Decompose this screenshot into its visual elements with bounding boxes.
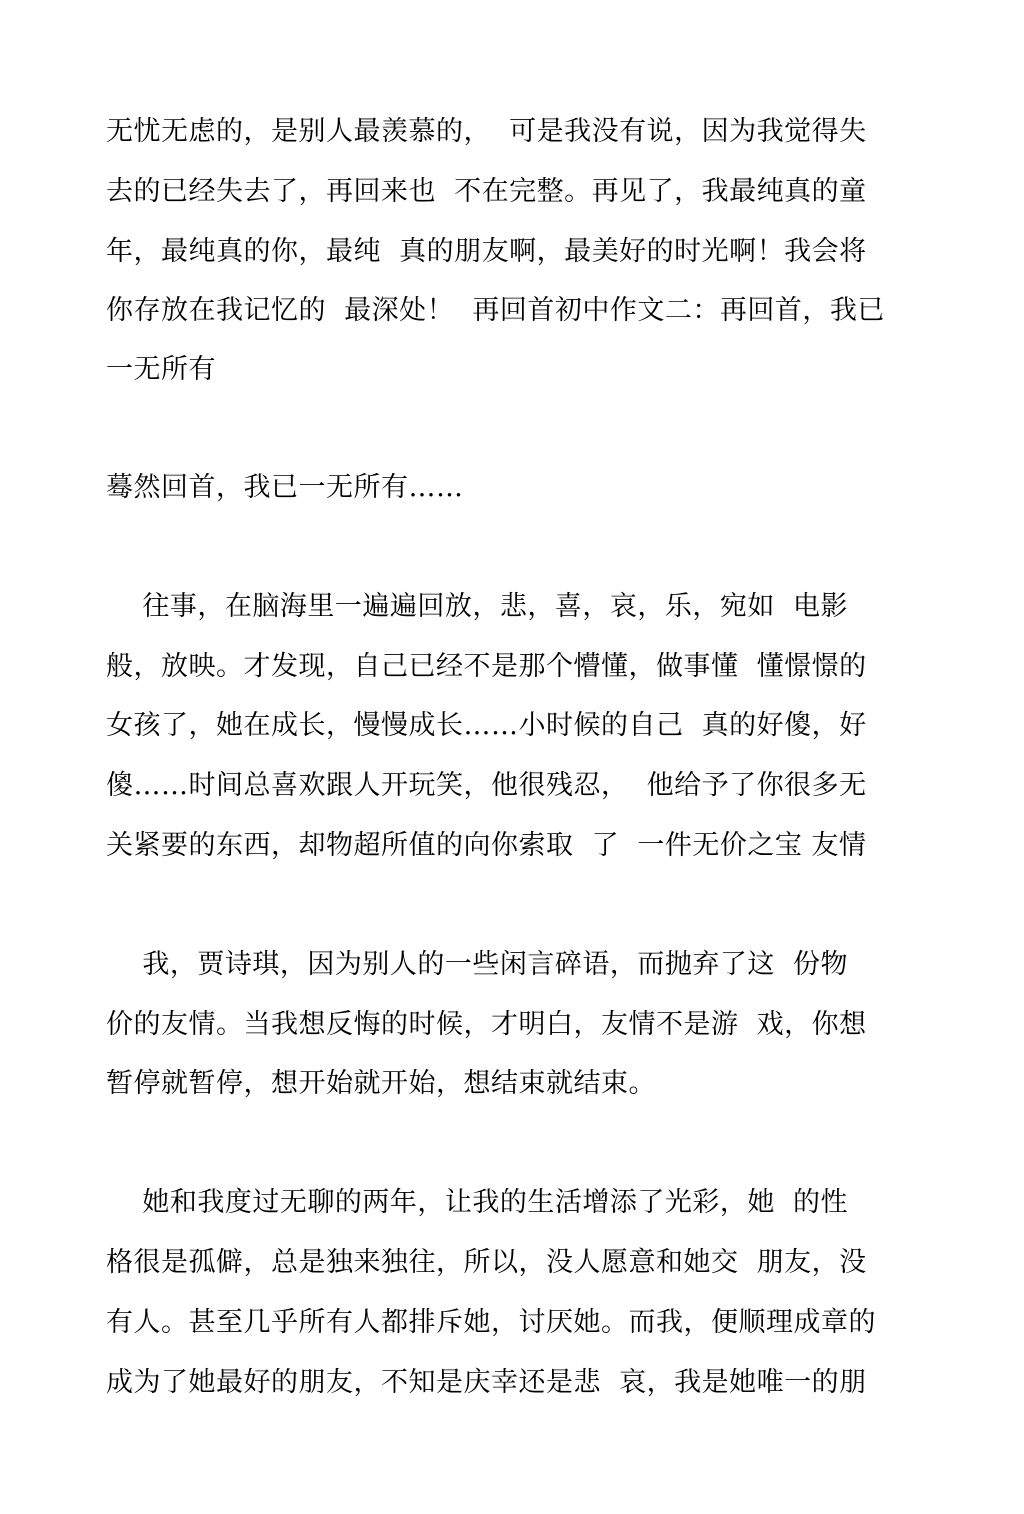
text-line: 成为了她最好的朋友，不知是庆幸还是悲 哀，我是她唯一的朋 bbox=[106, 1367, 867, 1398]
text-line: 价的友情。当我想反悔的时候，才明白，友情不是游 戏，你想 bbox=[106, 1009, 867, 1040]
text-line: 关紧要的东西，却物超所值的向你索取 了 一件无价之宝 友情 bbox=[106, 830, 867, 861]
text-line: 暂停就暂停，想开始就开始，想结束就结束。 bbox=[106, 1068, 656, 1099]
text-line: 格很是孤僻，总是独来独往，所以，没人愿意和她交 朋友，没 bbox=[106, 1247, 867, 1278]
text-line: 去的已经失去了，再回来也 不在完整。再见了，我最纯真的童 bbox=[106, 176, 867, 207]
text-line: 你存放在我记忆的 最深处！ 再回首初中作文二：再回首，我已 bbox=[106, 295, 885, 326]
text-line: 一无所有 bbox=[106, 354, 216, 385]
text-line: 般，放映。才发现，自己已经不是那个懵懂，做事懂 懂憬憬的 bbox=[106, 651, 867, 682]
text-line: 无忧无虑的，是别人最羡慕的， 可是我没有说，因为我觉得失 bbox=[106, 116, 867, 147]
text-line: 蓦然回首，我已一无所有…… bbox=[106, 472, 464, 503]
text-line: 有人。甚至几乎所有人都排斥她，讨厌她。而我，便顺理成章的 bbox=[106, 1307, 876, 1338]
text-line: 傻……时间总喜欢跟人开玩笑，他很残忍， 他给予了你很多无 bbox=[106, 770, 867, 801]
text-line: 我，贾诗琪，因为别人的一些闲言碎语，而抛弃了这 份物 bbox=[106, 949, 848, 980]
text-line: 女孩了，她在成长，慢慢成长……小时候的自己 真的好傻，好 bbox=[106, 710, 867, 741]
text-line: 她和我度过无聊的两年，让我的生活增添了光彩，她 的性 bbox=[106, 1187, 848, 1218]
text-line: 年，最纯真的你，最纯 真的朋友啊，最美好的时光啊！我会将 bbox=[106, 236, 867, 267]
text-line: 往事，在脑海里一遍遍回放，悲，喜，哀，乐，宛如 电影 bbox=[106, 591, 848, 622]
